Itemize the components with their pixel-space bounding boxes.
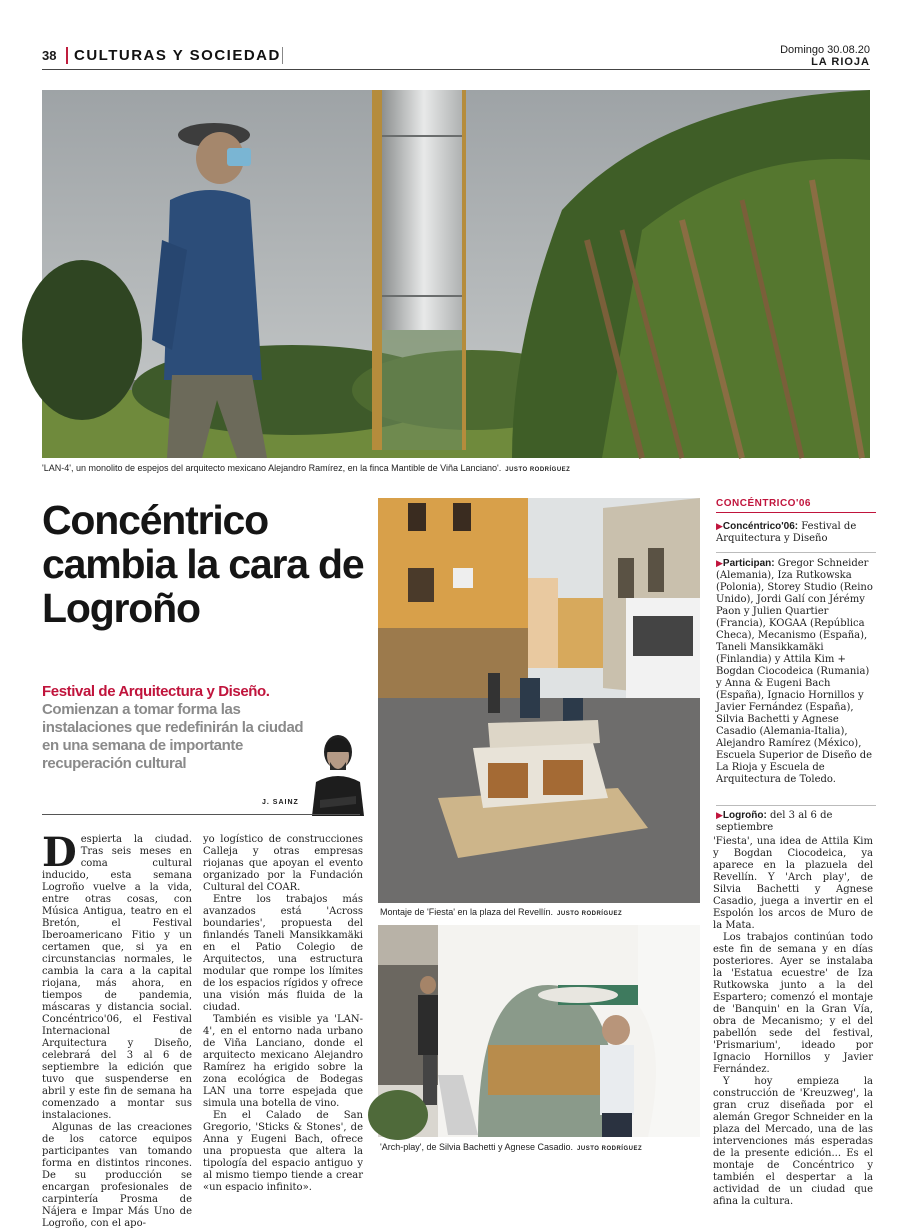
top-photo-caption: [42, 463, 870, 476]
sidebar-rule: [716, 552, 876, 553]
mid-photo-credit: JUSTO RODRÍGUEZ: [557, 911, 623, 917]
bottom-photo-credit: JUSTO RODRÍGUEZ: [577, 1146, 643, 1152]
sidebar-rule: [716, 805, 876, 806]
top-photo-credit: JUSTO RODRÍGUEZ: [505, 467, 571, 473]
author-byline: J. SAINZ: [262, 799, 299, 806]
sidebar-rule: [716, 512, 876, 513]
mid-photo-caption: [380, 907, 700, 920]
triangle-bullet-icon: ▶: [716, 559, 723, 569]
sidebar-item-lead: Concéntrico'06:: [722, 521, 799, 532]
body-paragraph: [42, 829, 192, 1122]
bottom-photo: [378, 925, 700, 1137]
body-paragraph: 'Fiesta', una idea de Attila Kim y Bogdan Ciocodeica, ya aparece en la plazuela del Revellín. Y 'Arch play', de Silvia Bachetti y Agnese Casadio, juega a invertir en el Espolón los arcos de Muro de la Mata.: [713, 836, 873, 931]
plaza-revellin-illustration: [378, 498, 700, 903]
body-column-2: [203, 834, 363, 1194]
triangle-bullet-icon: ▶: [716, 811, 723, 821]
header-meta: [780, 44, 870, 68]
issue-date: Domingo 30.08.20: [780, 44, 870, 56]
body-column-1: [42, 829, 192, 1230]
kicker-red: Festival de Arquitectura y Diseño.: [42, 683, 270, 700]
body-paragraph: También es visible ya 'LAN-4', en el entorno nada urbano de Viña Lanciano, donde el arquitecto mexicano Alejandro Ramírez ha erigido sobre la zona ecológica de Bodegas LAN una torre espejada que simula una botella de vino.: [203, 1014, 363, 1109]
body-paragraph: Entre los trabajos más avanzados está 'Across boundaries', propuesta del finlandés Taneli Mansikkamäki en el Patio Colegio de Arquitectos, una estructura modular que rompe los límites de los espacios rígidos y ofrece una visión más fluida de la ciudad.: [203, 894, 363, 1013]
sidebar-title: CONCÉNTRICO'06: [716, 498, 811, 509]
body-paragraph: yo logístico de construcciones Calleja y otras empresas riojanas que apoyan el evento organizado por la Fundación Cultural del COAR.: [203, 834, 363, 893]
byline-rule: [42, 814, 360, 815]
body-paragraph: Los trabajos continúan todo este fin de semana y en días posteriores. Ayer se instalaba la 'Estatua ecuestre' de Iza Rutkowska junto a la del Espartero; comenzó el montaje de 'Banquin' en la Gran Vía, obra de Mecanismo; y el del pabellón sede del festival, 'Prismarium', ideado por Ignacio Hornillos y Javier Fernández.: [713, 932, 873, 1075]
newspaper-name: LA RIOJA: [811, 56, 870, 68]
sidebar-item-location: [716, 810, 876, 834]
sidebar-item-participants: [716, 558, 876, 786]
page-header: [42, 44, 870, 70]
body-paragraph: Algunas de las creaciones de los catorce equipos participantes van tomando forma en distintos rincones. De su producción se encargan profesionales de carpintería Prosma de Nájera e Impar Más Uno de Logroño, con el apo-: [42, 1122, 192, 1229]
arch-play-illustration: [378, 925, 700, 1137]
top-photo: [42, 90, 870, 458]
body-column-3: [713, 836, 873, 1208]
bottom-photo-caption: [380, 1142, 700, 1155]
sidebar-item-text: del 3 al 6 de septiembre: [716, 810, 833, 833]
sidebar-item-text: Festival de Arquitectura y Diseño: [716, 521, 857, 544]
article-kicker: [42, 683, 312, 773]
page-number: 38: [42, 48, 57, 63]
header-divider: [282, 47, 283, 64]
mid-photo: [378, 498, 700, 903]
sidebar-item-lead: Logroño:: [722, 810, 767, 821]
body-paragraph: En el Calado de San Gregorio, 'Sticks & Stones', de Anna y Eugeni Bach, ofrece una propuesta que altera la tipología del espacio antiguo y al mismo tiempo tiende a crear «un espacio infinito».: [203, 1110, 363, 1193]
kicker-grey: Comienzan a tomar forma las instalaciones que redefinirán la ciudad en una semana de importante recuperación cultural: [42, 701, 304, 772]
section-title: CULTURAS Y SOCIEDAD: [74, 47, 281, 64]
top-photo-caption-text: 'LAN-4', un monolito de espejos del arquitecto mexicano Alejandro Ramírez, en la finca Mantible de Viña Lanciano'.: [42, 463, 502, 473]
body-text: espierta la ciudad. Tras seis meses en coma cultural inducido, esta semana Logroño vuelve a la vida, entre otras cosas, con Música Antigua, teatro en el Bretón, el Festival Iberoamericano Fitio y un certamen que, si ya en circunstancias normales, le cambia la cara a la capital riojana, más ahora, en tiempos de pandemia, máscaras y distancia social. Concéntrico'06, el Festival Internacional de Arquitectura y Diseño, celebrará del 3 al 6 de septiembre la edición que tuvo que suspenderse en abril y este fin de semana ha comenzado a montar sus instalaciones.: [42, 834, 192, 1121]
author-portrait: [310, 730, 366, 816]
body-paragraph: Y hoy empieza la construcción de 'Kreuzweg', la gran cruz diseñada por el alemán Gregor Schneider en la plaza del Mercado, una de las intervenciones más esperadas de la presente edición... Es el montaje de Concéntrico y también el despertar a la actividad de un ciudad que afina la cultura.: [713, 1076, 873, 1207]
triangle-bullet-icon: ▶: [716, 522, 723, 532]
drop-cap: D: [42, 829, 77, 876]
mid-photo-caption-text: Montaje de 'Fiesta' en la plaza del Revellín.: [380, 907, 554, 917]
sidebar-item-lead: Participan:: [722, 558, 775, 569]
author-portrait-illustration: [310, 730, 366, 816]
vineyard-monolith-illustration: [42, 90, 870, 458]
bottom-photo-caption-text: 'Arch-play', de Silvia Bachetti y Agnese Casadio.: [380, 1142, 574, 1152]
article-headline: Concéntrico cambia la cara de Logroño: [42, 497, 364, 631]
sidebar-item-festival: [716, 521, 876, 545]
header-accent-bar: [66, 47, 68, 64]
sidebar-item-text: Gregor Schneider (Alemania), Iza Rutkowska (Polonia), Storey Studio (Reino Unido), Jordi Galí con Jérémy Paon y Julien Quartier (Francia), KOGAA (República Checa), Mecanismo (España), Taneli Mansikkamäki (Finlandia) y Attila Kim + Bogdan Ciocodeica (Rumania) y Anna & Eugeni Bach (España), Ignacio Hornillos y Javier Fernández (España), Silvia Bachetti y Agnese Casadio (Alemania-Italia), Alejandro Ramírez (México), Escuela Superior de Diseño de La Rioja y Escuela de Arquitectura de Toledo.: [716, 558, 873, 785]
